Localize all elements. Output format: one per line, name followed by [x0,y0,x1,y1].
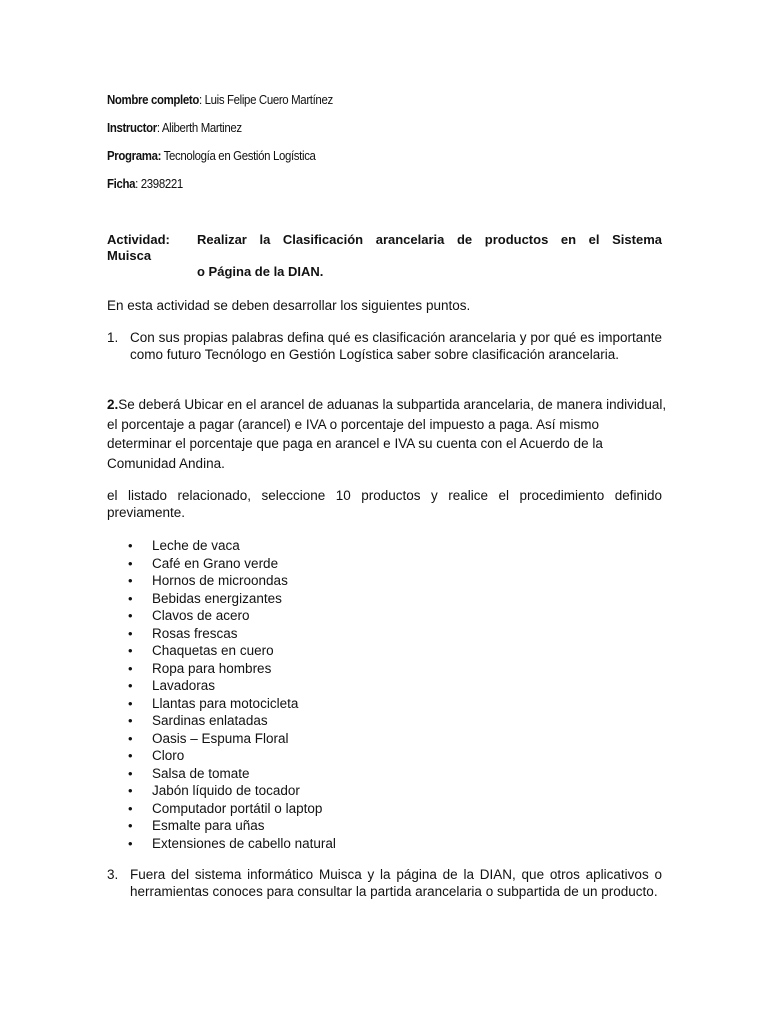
list-item [128,642,336,660]
point-2-text: Se deberá Ubicar en el arancel de aduanas la subpartida arancelaria, de manera individual, el porcentaje a pagar (arancel) e IVA o porcentaje del impuesto a paga. Así mismo determinar el porcentaje que paga en arancel e IVA su cuenta con el Acuerdo de la Comunidad Andina. [107,397,667,471]
bullet-icon: • [128,678,133,693]
list-item [128,607,336,625]
bullet-icon: • [128,713,133,728]
instructor-line [107,120,242,135]
product-name: Computador portátil o laptop [152,800,323,816]
product-name: Jabón líquido de tocador [152,783,300,798]
point-1 [107,330,662,363]
bullet-icon: • [128,835,133,851]
point-3-number: 3. [107,867,119,882]
product-list [128,537,336,852]
ficha-value: : 2398221 [135,176,183,191]
product-name: Chaquetas en cuero [152,643,274,658]
list-item [128,555,336,573]
bullet-icon: • [128,783,133,798]
bullet-icon: • [128,660,133,676]
point-1-number: 1. [107,330,119,345]
point-2-number: 2. [107,397,119,412]
point-3-text: Fuera del sistema informático Muisca y la página de la DIAN, que otros aplicativos o herramientas conoces para consultar la partida arancelaria o subpartida de un producto. [130,867,662,899]
nombre-label: Nombre completo [107,92,199,107]
bullet-icon: • [128,643,133,658]
point-3 [107,867,662,900]
product-name: Café en Grano verde [152,555,279,571]
product-name: Hornos de microondas [152,573,288,588]
list-item [128,572,336,590]
actividad-label: Actividad: [107,232,170,247]
list-item [128,765,336,783]
product-name: Leche de vaca [152,538,240,553]
bullet-icon: • [128,555,133,571]
product-name: Salsa de tomate [152,765,250,781]
list-item [128,800,336,818]
bullet-icon: • [128,590,133,606]
product-name: Extensiones de cabello natural [152,835,336,851]
instructor-value: : Aliberth Martinez [156,120,242,135]
list-item [128,677,336,695]
bullet-icon: • [128,748,133,763]
actividad-block [107,232,662,280]
programa-label: Programa: [107,148,162,163]
programa-value: Tecnología en Gestión Logística [161,148,316,163]
listado-paragraph: el listado relacionado, seleccione 10 productos y realice el procedimiento definido previamente. [107,488,662,520]
list-item [128,817,336,835]
product-name: Lavadoras [152,678,216,693]
list-item [128,695,336,713]
actividad-title-line1: Realizar la Clasificación arancelaria de productos en el Sistema [197,232,662,247]
bullet-icon: • [128,538,133,553]
nombre-line [107,92,333,107]
product-name: Bebidas energizantes [152,590,282,606]
list-item [128,782,336,800]
list-item [128,730,336,748]
actividad-title-line2: Muisca [107,248,152,263]
bullet-icon: • [128,573,133,588]
bullet-icon: • [128,625,133,641]
product-name: Llantas para motocicleta [152,695,299,711]
ficha-label: Ficha [107,176,136,191]
product-name: Sardinas enlatadas [152,713,268,728]
list-item [128,660,336,678]
product-name: Rosas frescas [152,625,238,641]
list-item [128,835,336,853]
bullet-icon: • [128,818,133,833]
list-item [128,590,336,608]
bullet-icon: • [128,765,133,781]
bullet-icon: • [128,800,133,816]
product-name: Oasis – Espuma Floral [152,730,289,746]
bullet-icon: • [128,608,133,623]
list-item [128,747,336,765]
point-2 [107,395,667,473]
actividad-title-line3: o Página de la DIAN. [197,264,324,279]
programa-line [107,148,316,163]
list-item [128,537,336,555]
nombre-value: : Luis Felipe Cuero Martínez [198,92,333,107]
bullet-icon: • [128,730,133,746]
product-name: Cloro [152,748,185,763]
list-item [128,625,336,643]
product-name: Esmalte para uñas [152,818,265,833]
list-item [128,712,336,730]
bullet-icon: • [128,695,133,711]
intro-paragraph: En esta actividad se deben desarrollar los siguientes puntos. [107,298,471,313]
instructor-label: Instructor [107,120,157,135]
product-name: Clavos de acero [152,608,250,623]
product-name: Ropa para hombres [152,660,272,676]
point-1-text: Con sus propias palabras defina qué es clasificación arancelaria y por qué es importante como futuro Tecnólogo en Gestión Logística saber sobre clasificación arancelaria. [130,330,662,362]
ficha-line [107,176,183,191]
